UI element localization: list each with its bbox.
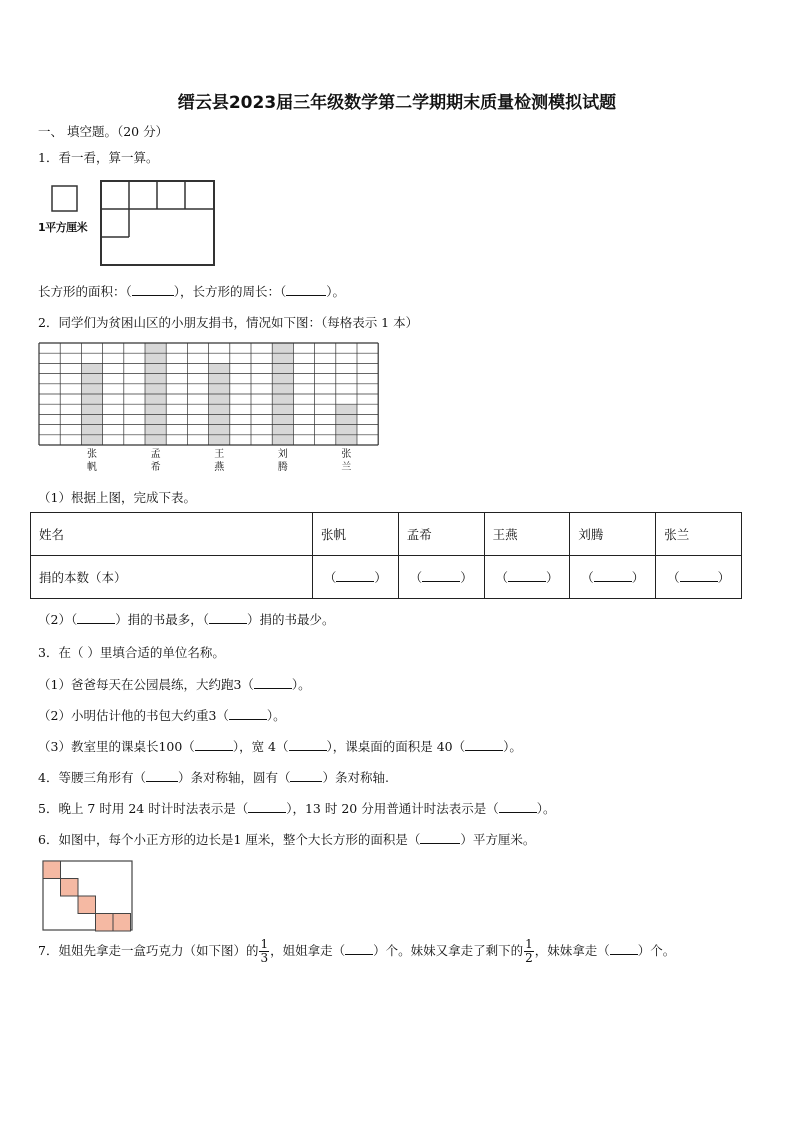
bar-label: 张 帆 <box>87 449 97 473</box>
question-3: 3．在（ ）里填合适的单位名称。 <box>38 645 225 660</box>
unit-square <box>96 914 114 932</box>
perimeter-blank[interactable] <box>286 283 326 296</box>
most-blank[interactable] <box>77 611 115 624</box>
big-rectangle <box>101 181 214 265</box>
q3-sub1: （1）爸爸每天在公园晨练，大约跑3（ ）。 <box>38 677 311 692</box>
unit-label: 1平方厘米 <box>38 221 88 234</box>
row-label: 捐的本数（本） <box>31 556 313 599</box>
section-heading: 一、 填空题。（20 分） <box>38 124 169 139</box>
answer-cell[interactable]: （ ） <box>484 556 570 599</box>
question-2: 2．同学们为贫困山区的小朋友捐书，情况如下图：（每格表示 1 本） <box>38 315 419 330</box>
table-header-row <box>31 513 742 556</box>
area-blank[interactable] <box>132 283 174 296</box>
header-cell: 王燕 <box>484 513 570 556</box>
unit-square <box>43 861 61 879</box>
q2-sub2: （2）（ ）捐的书最多，（ ）捐的书最少。 <box>38 612 335 627</box>
question-6: 6．如图中，每个小正方形的边长是1 厘米，整个大长方形的面积是（ ）平方厘米。 <box>38 832 536 847</box>
answer-cell[interactable]: （ ） <box>570 556 656 599</box>
question-5: 5．晚上 7 时用 24 时计时法表示是（ ），13 时 20 分用普通计时法表示是（ ）。 <box>38 801 556 816</box>
q2-sub1: （1）根据上图，完成下表。 <box>38 490 196 505</box>
bar-label: 张 兰 <box>341 449 352 473</box>
unit-square <box>78 896 96 914</box>
fraction-one-third: $\frac{1}{3}$ <box>260 937 269 965</box>
q6-figure <box>42 860 134 932</box>
q3-sub3: （3）教室里的课桌长100（ ），宽 4（ ），课桌面的面积是 40（ ）。 <box>38 739 522 754</box>
header-cell: 姓名 <box>31 513 313 556</box>
fraction-one-half: $\frac{1}{2}$ <box>525 937 533 965</box>
unit-square <box>61 879 79 897</box>
question-7: 7．姐姐先拿走一盒巧克力（如下图）的 $\frac{1}{3}$ ，姐姐拿走（ ）个。妹妹又拿走了剩下的 $\frac{1}{2}$ ，妹妹拿走（ ）个。 <box>38 937 676 965</box>
header-cell: 刘腾 <box>570 513 656 556</box>
answer-cell[interactable]: （ ） <box>313 556 399 599</box>
q3-sub2: （2）小明估计他的书包大约重3（ ）。 <box>38 708 286 723</box>
question-1: 1．看一看，算一算。 <box>38 150 159 165</box>
q1-answer-line: 长方形的面积：（ ），长方形的周长：（ ）。 <box>38 284 346 299</box>
q2-bar-chart <box>38 342 380 446</box>
bar-label: 王 燕 <box>214 449 225 473</box>
header-cell: 张帆 <box>313 513 399 556</box>
bar-label: 刘 腾 <box>277 449 288 473</box>
answer-cell[interactable]: （ ） <box>398 556 484 599</box>
page-title: 缙云县2023届三年级数学第二学期期末质量检测模拟试题 <box>177 93 617 113</box>
answer-cell[interactable]: （ ） <box>656 556 742 599</box>
question-4: 4．等腰三角形有（ ）条对称轴，圆有（ ）条对称轴. <box>38 770 389 785</box>
bar-label: 孟 希 <box>150 449 161 473</box>
least-blank[interactable] <box>209 611 247 624</box>
header-cell: 孟希 <box>398 513 484 556</box>
header-cell: 张兰 <box>656 513 742 556</box>
unit-square <box>113 914 131 932</box>
table-row <box>31 556 742 599</box>
unit-square <box>52 186 77 211</box>
q2-table <box>30 512 742 599</box>
diagonal-squares <box>43 861 131 931</box>
